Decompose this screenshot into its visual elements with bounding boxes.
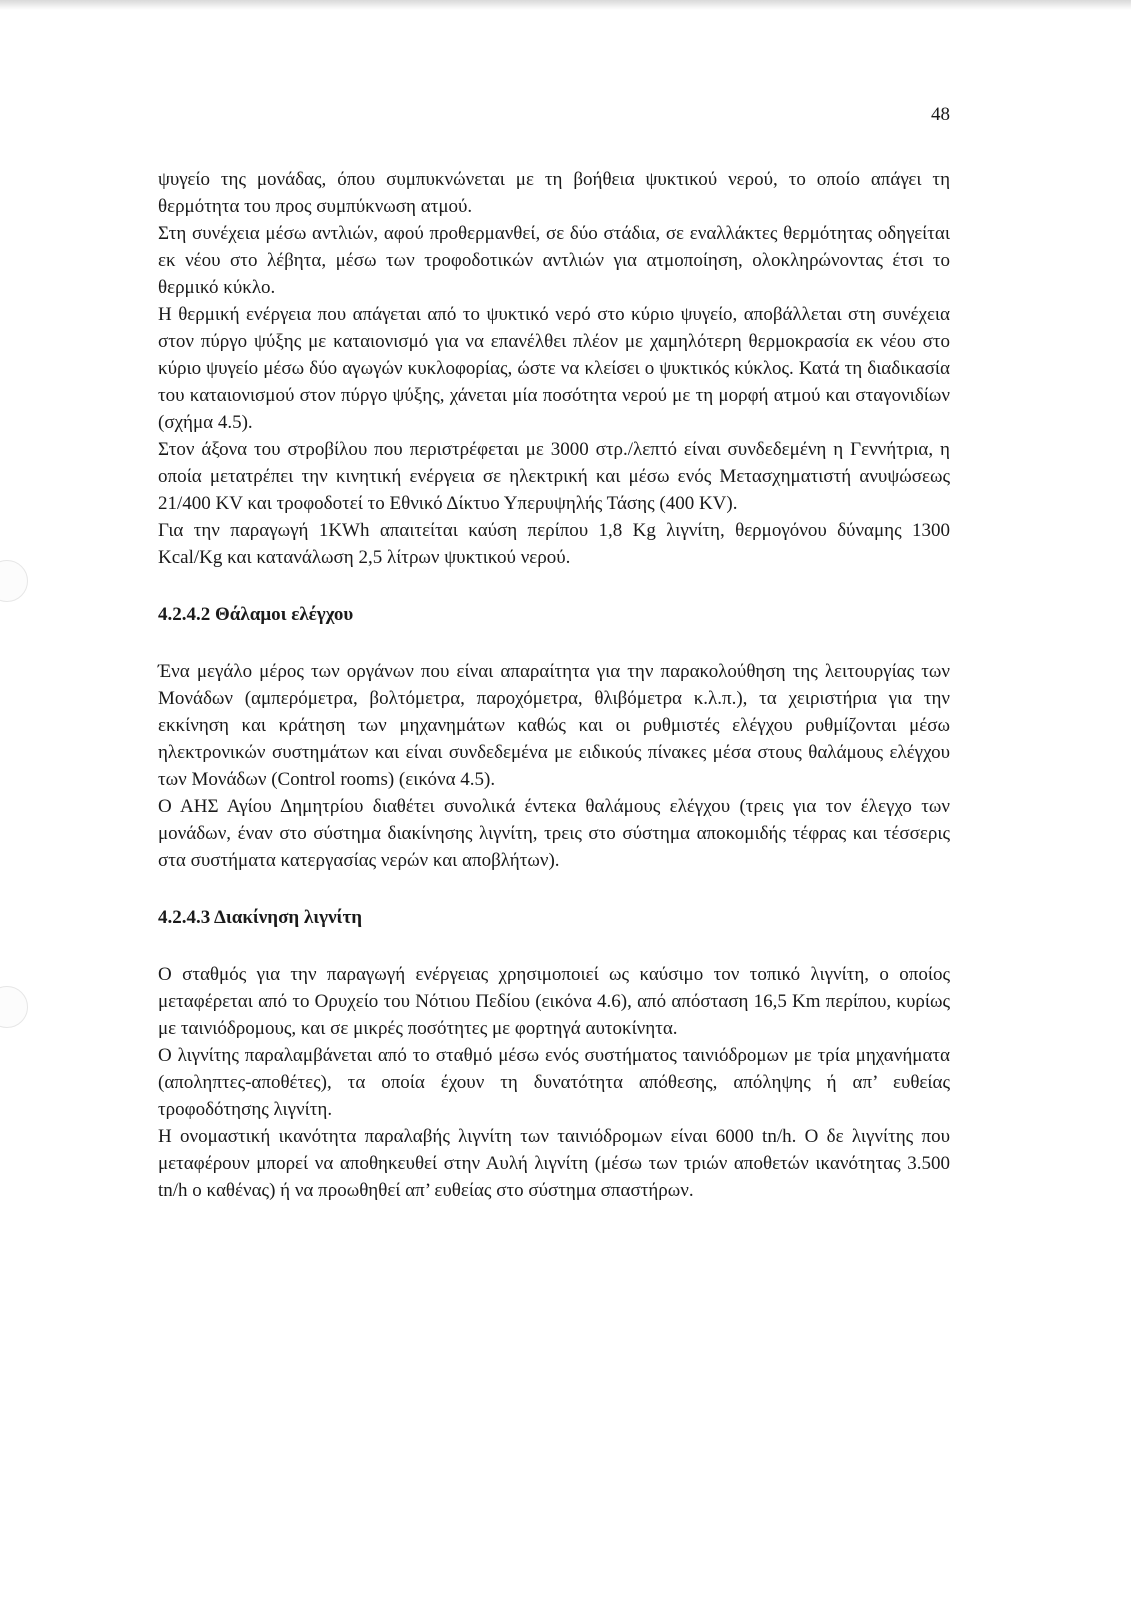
paragraph: Ο σταθμός για την παραγωγή ενέργειας χρησιμοποιεί ως καύσιμο τον τοπικό λιγνίτη, ο οποίος μεταφέρεται από το Ορυχείο του Νότιου Πεδίου (εικόνα 4.6), από απόσταση 16,5 Km περίπου, κυρίως με ταινιόδρομους, και σε μικρές ποσότητες με φορτηγά αυτοκίνητα. (158, 964, 950, 1039)
paragraph: Για την παραγωγή 1KWh απαιτείται καύση περίπου 1,8 Kg λιγνίτη, θερμογόνου δύναμης 1300 Kcal/Kg και κατανάλωση 2,5 λίτρων ψυκτικού νερού. (158, 520, 950, 568)
section-heading-lignite-handling: 4.2.4.3 Διακίνηση λιγνίτη (158, 907, 362, 928)
section-heading-control-rooms: 4.2.4.2 Θάλαμοι ελέγχου (158, 604, 354, 625)
document-body (158, 166, 950, 1204)
paragraph: Η ονομαστική ικανότητα παραλαβής λιγνίτη των ταινιόδρομων είναι 6000 tn/h. Ο δε λιγνίτης που μεταφέρουν μπορεί να αποθηκευθεί στην Αυλή λιγνίτη (μέσω των τριών αποθετών ικανότητας 3.500 tn/h ο καθένας) ή να προωθηθεί απ’ ευθείας στο σύστημα σπαστήρων. (158, 1126, 950, 1201)
scan-top-edge (0, 0, 1131, 10)
paragraph: Στον άξονα του στροβίλου που περιστρέφεται με 3000 στρ./λεπτό είναι συνδεδεμένη η Γεννήτρια, η οποία μετατρέπει την κινητική ενέργεια σε ηλεκτρική και μέσω ενός Μετασχηματιστή ανυψώσεως 21/400 KV και τροφοδοτεί το Εθνικό Δίκτυο Υπερυψηλής Τάσης (400 KV). (158, 439, 950, 514)
paragraph: ψυγείο της μονάδας, όπου συμπυκνώνεται με τη βοήθεια ψυκτικού νερού, το οποίο απάγει τη θερμότητα του προς συμπύκνωση ατμού. (158, 169, 950, 217)
paragraph: Ο ΑΗΣ Αγίου Δημητρίου διαθέτει συνολικά έντεκα θαλάμους ελέγχου (τρεις για τον έλεγχο των μονάδων, έναν στο σύστημα διακίνησης λιγνίτη, τρεις στο σύστημα αποκομιδής τέφρας και τέσσερις στα συστήματα κατεργασίας νερών και αποβλήτων). (158, 796, 950, 871)
page-number: 48 (931, 104, 950, 125)
punch-hole-mark (0, 560, 28, 602)
paragraph: Ένα μεγάλο μέρος των οργάνων που είναι απαραίτητα για την παρακολούθηση της λειτουργίας των Μονάδων (αμπερόμετρα, βολτόμετρα, παροχόμετρα, θλιβόμετρα κ.λ.π.), τα χειριστήρια για την εκκίνηση και κράτηση των μηχανημάτων καθώς και οι ρυθμιστές ελέγχου ρυθμίζονται μέσω ηλεκτρονικών συστημάτων και είναι συνδεδεμένα με ειδικούς πίνακες μέσα στους θαλάμους ελέγχου των Μονάδων (Control rooms) (εικόνα 4.5). (158, 661, 950, 790)
paragraph: Στη συνέχεια μέσω αντλιών, αφού προθερμανθεί, σε δύο στάδια, σε εναλλάκτες θερμότητας οδηγείται εκ νέου στο λέβητα, μέσω των τροφοδοτικών αντλιών για ατμοποίηση, ολοκληρώνοντας έτσι το θερμικό κύκλο. (158, 223, 950, 298)
paragraph: Ο λιγνίτης παραλαμβάνεται από το σταθμό μέσω ενός συστήματος ταινιόδρομων με τρία μηχανήματα (αποληπτες-αποθέτες), τα οποία έχουν τη δυνατότητα απόθεσης, απόληψης ή απ’ ευθείας τροφοδότησης λιγνίτη. (158, 1045, 950, 1120)
paragraph: Η θερμική ενέργεια που απάγεται από το ψυκτικό νερό στο κύριο ψυγείο, αποβάλλεται στη συνέχεια στον πύργο ψύξης με καταιονισμό για να επανέλθει πλέον με χαμηλότερη θερμοκρασία εκ νέου στο κύριο ψυγείο μέσω δύο αγωγών κυκλοφορίας, ώστε να κλείσει ο ψυκτικός κύκλος. Κατά τη διαδικασία του καταιονισμού στον πύργο ψύξης, χάνεται μία ποσότητα νερού με τη μορφή ατμού και σταγονιδίων (σχήμα 4.5). (158, 304, 950, 433)
punch-hole-mark (0, 986, 28, 1028)
